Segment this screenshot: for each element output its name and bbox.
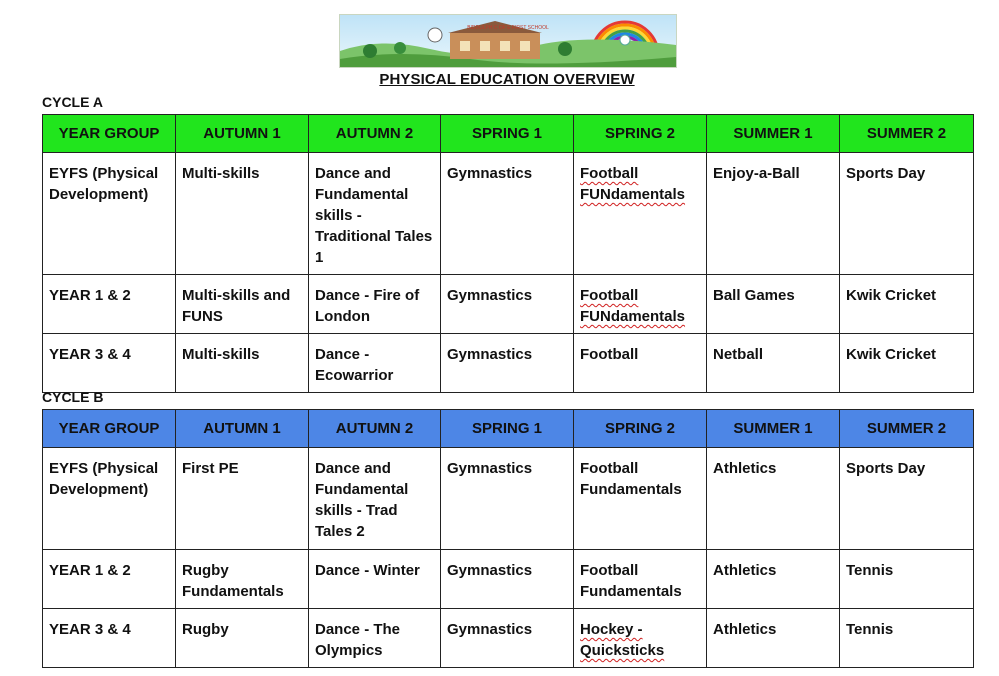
table-cell <box>574 609 707 668</box>
table-cell: Sports Day <box>840 153 974 275</box>
table-cell: YEAR 3 & 4 <box>43 334 176 393</box>
cycle-b-label: CYCLE B <box>42 389 104 405</box>
table-header-row <box>43 115 974 153</box>
table-row <box>43 275 974 334</box>
table-cell: EYFS (Physical Development) <box>43 153 176 275</box>
header-cell: YEAR GROUP <box>43 115 176 153</box>
header-cell: SPRING 1 <box>441 410 574 448</box>
table-cell: YEAR 1 & 2 <box>43 550 176 609</box>
header-cell: SPRING 2 <box>574 410 707 448</box>
table-cell: Dance - Fire of London <box>309 275 441 334</box>
cycle-b-table <box>42 409 974 668</box>
header-cell: SUMMER 2 <box>840 410 974 448</box>
table-cell: Gymnastics <box>441 609 574 668</box>
cell-text: Hockey - Quicksticks <box>580 621 665 659</box>
cycle-a-table <box>42 114 974 393</box>
header-cell: SPRING 2 <box>574 115 707 153</box>
table-cell: Dance - Winter <box>309 550 441 609</box>
header-cell: AUTUMN 1 <box>176 410 309 448</box>
table-cell: Tennis <box>840 609 974 668</box>
table-cell: Rugby <box>176 609 309 668</box>
table-cell: Tennis <box>840 550 974 609</box>
header-cell: AUTUMN 1 <box>176 115 309 153</box>
school-banner-illustration <box>340 15 676 67</box>
table-header-row <box>43 410 974 448</box>
table-cell: Kwik Cricket <box>840 275 974 334</box>
table-cell: Dance - Ecowarrior <box>309 334 441 393</box>
table-row <box>43 550 974 609</box>
table-cell: Ball Games <box>707 275 840 334</box>
table-cell: Sports Day <box>840 448 974 550</box>
header-cell: AUTUMN 2 <box>309 410 441 448</box>
table-cell: Netball <box>707 334 840 393</box>
header-cell: SUMMER 1 <box>707 410 840 448</box>
table-cell: Football Fundamentals <box>574 448 707 550</box>
table-cell: Dance and Fundamental skills - Trad Tales 2 <box>309 448 441 550</box>
cell-text: Football FUNdamentals <box>580 287 686 325</box>
table-cell: Multi-skills <box>176 153 309 275</box>
page-title: PHYSICAL EDUCATION OVERVIEW <box>379 71 635 88</box>
table-cell: Enjoy-a-Ball <box>707 153 840 275</box>
table-row <box>43 334 974 393</box>
table-cell: Athletics <box>707 609 840 668</box>
table-cell: EYFS (Physical Development) <box>43 448 176 550</box>
header-cell: YEAR GROUP <box>43 410 176 448</box>
table-cell: Athletics <box>707 448 840 550</box>
school-banner-image <box>339 14 677 68</box>
table-cell: Football <box>574 334 707 393</box>
table-row <box>43 448 974 550</box>
table-cell: Multi-skills <box>176 334 309 393</box>
cycle-a-label: CYCLE A <box>42 94 103 110</box>
table-cell: First PE <box>176 448 309 550</box>
banner-school-name: BIDDULPH C OF E FIRST SCHOOL <box>467 25 549 31</box>
table-cell: Football Fundamentals <box>574 550 707 609</box>
header-cell: SPRING 1 <box>441 115 574 153</box>
header-cell: AUTUMN 2 <box>309 115 441 153</box>
table-cell: Kwik Cricket <box>840 334 974 393</box>
table-cell: Gymnastics <box>441 275 574 334</box>
table-cell: Gymnastics <box>441 334 574 393</box>
table-cell: Dance and Fundamental skills - Traditional Tales 1 <box>309 153 441 275</box>
table-cell: Dance - The Olympics <box>309 609 441 668</box>
table-cell: Gymnastics <box>441 153 574 275</box>
table-cell: Gymnastics <box>441 448 574 550</box>
header-cell: SUMMER 1 <box>707 115 840 153</box>
table-cell <box>574 275 707 334</box>
table-cell: YEAR 3 & 4 <box>43 609 176 668</box>
table-cell: Athletics <box>707 550 840 609</box>
table-cell <box>574 153 707 275</box>
table-cell: Rugby Fundamentals <box>176 550 309 609</box>
table-row <box>43 153 974 275</box>
table-cell: YEAR 1 & 2 <box>43 275 176 334</box>
table-row <box>43 609 974 668</box>
header-cell: SUMMER 2 <box>840 115 974 153</box>
table-cell: Gymnastics <box>441 550 574 609</box>
table-cell: Multi-skills and FUNS <box>176 275 309 334</box>
cell-text: Football FUNdamentals <box>580 165 686 203</box>
